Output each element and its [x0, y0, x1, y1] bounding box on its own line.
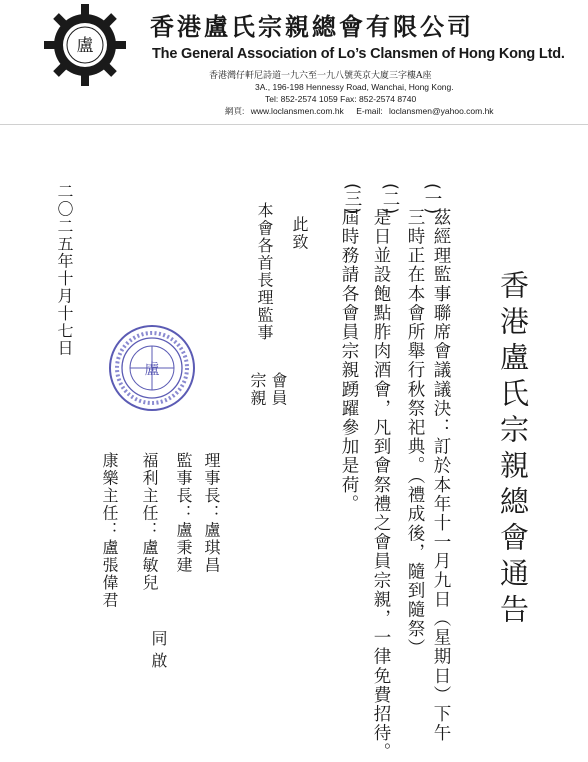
org-name-chinese: 香港盧氏宗親總會有限公司 [150, 12, 474, 41]
address-chinese: 香港灣仔軒尼詩道一九六至一九八號英京大廈三字樓A座 [209, 71, 432, 81]
item2-line1: 是日並設飽點胙肉酒會，凡到會祭禮之會員宗親，一律免費招待。 [371, 208, 391, 762]
closing-qi: 啟 [149, 652, 168, 670]
logo-character: 盧 [76, 36, 94, 56]
item2-marker: (二) [380, 183, 400, 215]
item3-line1: 屆時務請各會員宗親踴躍參加是荷。 [339, 208, 359, 514]
item1-marker: (一) [422, 183, 442, 215]
salutation-cizhi: 此致 [290, 216, 309, 251]
notice-date: 二〇二五年十月十七日 [55, 183, 74, 357]
email-label: E-mail: [356, 106, 383, 116]
closing-tong: 同 [149, 630, 168, 648]
salutation-recipients: 本會各首長理監事 [255, 202, 274, 342]
signer-welfare: 福利主任：盧敏兒 [140, 452, 159, 592]
signer-recreation: 康樂主任：盧張偉君 [100, 452, 119, 609]
address-english: 3A., 196-198 Hennessy Road, Wanchai, Hong Kong. [255, 82, 454, 92]
item3-marker: (三) [342, 183, 362, 215]
signer-chairman: 理事長：盧琪昌 [202, 452, 221, 574]
notice-title: 香港盧氏宗親總會通告 [496, 270, 530, 630]
signer-supervisor: 監事長：盧秉建 [174, 452, 193, 574]
seal-character: 盧 [144, 360, 160, 378]
email-link[interactable]: loclansmen@yahoo.com.hk [389, 106, 494, 116]
association-seal [108, 324, 196, 412]
item1-line1: 茲經理監事聯席會議議決：訂於本年十一月九日（星期日）下午 [431, 208, 451, 743]
recipients-clansmen: 宗親 [248, 372, 267, 407]
website-label: 網頁: [225, 106, 245, 116]
website-link[interactable]: www.loclansmen.com.hk [250, 106, 344, 116]
org-name-english: The General Association of Lo’s Clansmen of Hong Kong Ltd. [152, 46, 565, 62]
association-logo [44, 4, 126, 86]
header-divider [0, 124, 588, 125]
tel-fax: Tel: 852-2574 1059 Fax: 852-2574 8740 [265, 94, 417, 104]
item1-line2: 三時正在本會所舉行秋祭祀典。（禮成後，隨到隨祭） [405, 208, 425, 658]
recipients-members: 會員 [269, 372, 288, 407]
contact-line [225, 105, 494, 117]
